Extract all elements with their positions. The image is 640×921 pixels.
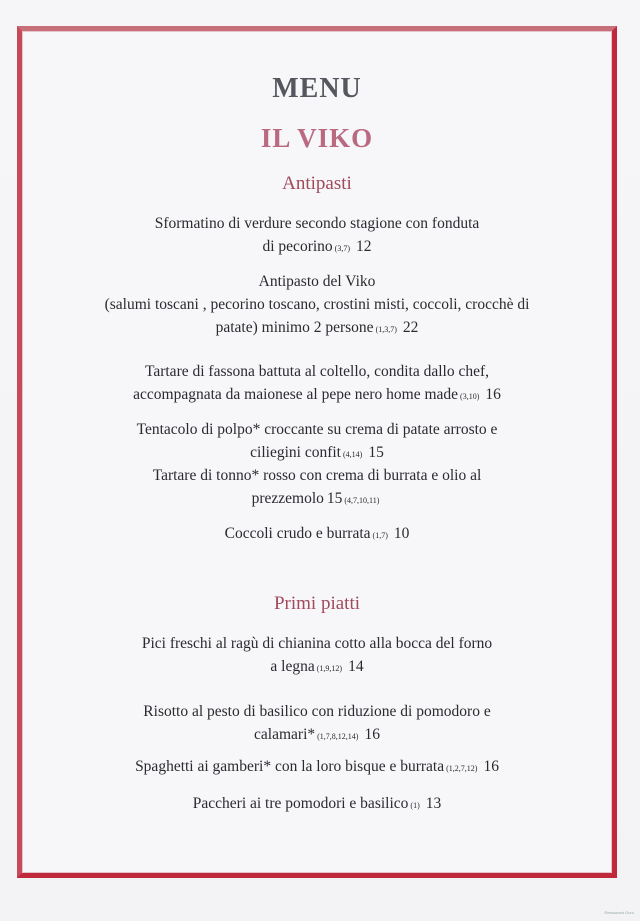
dish-sformatino — [37, 212, 597, 260]
allergen-codes: (3,7) — [334, 244, 350, 253]
menu-title: MENU — [272, 73, 362, 104]
dish-text: Spaghetti ai gamberi* con la loro bisque e burrata — [135, 758, 445, 775]
dish-text: a legna — [270, 658, 315, 675]
dish-line: Risotto al pesto di basilico con riduzione di pomodoro e — [143, 703, 491, 720]
dish-price: 15 — [326, 490, 343, 507]
dish-text: patate) minimo 2 persone — [215, 319, 374, 336]
dish-text: Coccoli crudo e burrata — [224, 525, 371, 542]
dish-line: Tentacolo di polpo* croccante su crema di patate arrosto e — [136, 421, 498, 438]
dish-tentacolo-polpo — [37, 418, 597, 466]
dish-price: 16 — [485, 386, 501, 403]
dish-antipasto-del-viko — [37, 270, 597, 341]
dish-price: 16 — [483, 758, 499, 775]
dish-line — [37, 755, 597, 780]
dish-price: 10 — [393, 525, 410, 542]
dish-line: Tartare di fassona battuta al coltello, condita dallo chef, — [144, 363, 490, 380]
dish-line — [37, 792, 597, 817]
dish-price: 15 — [368, 444, 384, 461]
dish-text: prezzemolo — [251, 490, 324, 507]
allergen-codes: (4,14) — [343, 450, 363, 459]
dish-line: Tartare di tonno* rosso con crema di burrata e olio al — [152, 467, 482, 484]
allergen-codes: (4,7,10,11) — [344, 496, 380, 505]
dish-text: calamari* — [254, 726, 316, 743]
dish-line — [37, 441, 597, 466]
allergen-codes: (1,7,8,12,14) — [317, 732, 359, 741]
dish-price: 16 — [364, 726, 380, 743]
watermark-text: Restaurant Guru — [604, 910, 634, 915]
allergen-codes: (1,7) — [372, 531, 388, 540]
dish-line: (salumi toscani , pecorino toscano, crostini misti, coccoli, crocchè di — [104, 296, 530, 313]
dish-line — [37, 487, 597, 512]
dish-line — [37, 316, 597, 341]
dish-line — [37, 655, 597, 680]
dish-tartare-fassona — [37, 360, 597, 408]
dish-spaghetti-gamberi — [37, 755, 597, 780]
allergen-codes: (3,10) — [460, 392, 480, 401]
dish-risotto-pesto — [37, 700, 597, 748]
dish-line — [37, 383, 597, 408]
dish-line — [37, 235, 597, 260]
dish-pici-freschi — [37, 632, 597, 680]
allergen-codes: (1) — [410, 801, 420, 810]
allergen-codes: (1,2,7,12) — [446, 764, 478, 773]
dish-coccoli-burrata — [37, 522, 597, 547]
section-title-antipasti: Antipasti — [282, 173, 352, 194]
dish-text: ciliegini confit — [250, 444, 341, 461]
dish-line: Antipasto del Viko — [258, 273, 376, 290]
restaurant-name: IL VIKO — [260, 123, 374, 153]
dish-line: Pici freschi al ragù di chianina cotto alla bocca del forno — [141, 635, 493, 652]
dish-paccheri — [37, 792, 597, 817]
dish-text: di pecorino — [262, 238, 333, 255]
dish-text: Paccheri ai tre pomodori e basilico — [192, 795, 409, 812]
dish-price: 14 — [348, 658, 364, 675]
dish-line — [37, 723, 597, 748]
allergen-codes: (1,9,12) — [316, 664, 343, 673]
dish-price: 13 — [425, 795, 442, 812]
watermark — [604, 910, 634, 915]
dish-text: accompagnata da maionese al pepe nero home made — [133, 386, 459, 403]
section-title-primi-piatti: Primi piatti — [273, 593, 361, 614]
dish-tartare-tonno — [37, 464, 597, 512]
allergen-codes: (1,3,7) — [375, 325, 397, 334]
dish-line — [37, 522, 597, 547]
dish-line: Sformatino di verdure secondo stagione con fonduta — [154, 215, 480, 232]
dish-price: 22 — [402, 319, 419, 336]
dish-price: 12 — [356, 238, 372, 255]
